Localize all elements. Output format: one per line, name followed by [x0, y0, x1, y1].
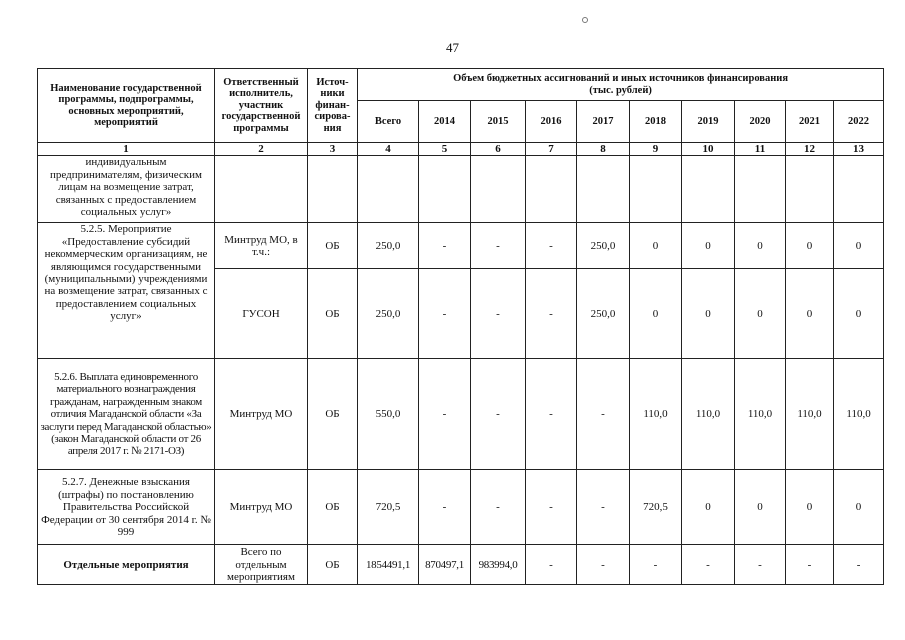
row-source: ОБ: [308, 359, 358, 470]
header-year: 2015: [471, 101, 526, 143]
column-number: 4: [358, 143, 419, 156]
header-funding: [358, 69, 884, 101]
row-value: 110,0: [786, 359, 834, 470]
row-value: -: [630, 545, 682, 585]
row-value: 110,0: [630, 359, 682, 470]
row-executor: Минтруд МО: [215, 470, 308, 545]
row-value: 0: [735, 470, 786, 545]
row-value: 0: [834, 269, 884, 359]
empty-cell: [577, 156, 630, 223]
header-year: 2022: [834, 101, 884, 143]
row-value: 110,0: [834, 359, 884, 470]
row-value: -: [419, 269, 471, 359]
column-number: 2: [215, 143, 308, 156]
table-row: [38, 156, 884, 223]
header-year: 2017: [577, 101, 630, 143]
row-executor: ГУСОН: [215, 269, 308, 359]
row-value: 0: [834, 470, 884, 545]
row-executor: Минтруд МО: [215, 359, 308, 470]
row-name: Отдельные мероприятия: [38, 545, 215, 585]
row-value: 0: [786, 470, 834, 545]
row-value: 110,0: [735, 359, 786, 470]
row-value: -: [735, 545, 786, 585]
column-number: 9: [630, 143, 682, 156]
row-value: -: [577, 359, 630, 470]
header-year: 2018: [630, 101, 682, 143]
empty-cell: [308, 156, 358, 223]
column-number: 10: [682, 143, 735, 156]
row-value: 1854491,1: [358, 545, 419, 585]
row-value: 250,0: [577, 223, 630, 269]
row-value: 720,5: [358, 470, 419, 545]
row-source: ОБ: [308, 470, 358, 545]
row-value: 0: [630, 223, 682, 269]
scan-speck: [582, 17, 588, 23]
column-number-row: [38, 143, 884, 156]
row-value: -: [682, 545, 735, 585]
header-year: 2021: [786, 101, 834, 143]
empty-cell: [735, 156, 786, 223]
row-value: -: [471, 470, 526, 545]
row-value: 0: [735, 269, 786, 359]
row-value: -: [577, 470, 630, 545]
row-value: -: [526, 545, 577, 585]
row-value: 0: [786, 269, 834, 359]
row-value: 0: [682, 470, 735, 545]
header-funding-unit: (тыс. рублей): [589, 84, 652, 96]
empty-cell: [526, 156, 577, 223]
row-value: 0: [735, 223, 786, 269]
row-value: 250,0: [577, 269, 630, 359]
empty-cell: [471, 156, 526, 223]
column-number: 3: [308, 143, 358, 156]
row-value: 0: [682, 269, 735, 359]
row-name: индивидуальным предпринимателям, физическим лицам на возмещение затрат, связанных с предоставлением социальных услуг»: [38, 156, 215, 223]
row-source: ОБ: [308, 269, 358, 359]
header-row-1: [38, 69, 884, 101]
row-value: -: [419, 359, 471, 470]
budget-table: [37, 68, 884, 585]
row-source: ОБ: [308, 223, 358, 269]
header-funding-title: Объем бюджетных ассигнований и иных источников финансирования: [453, 73, 789, 84]
row-value: 870497,1: [419, 545, 471, 585]
row-value: 0: [682, 223, 735, 269]
header-year: Всего: [358, 101, 419, 143]
row-value: -: [471, 359, 526, 470]
table-row: [38, 223, 884, 269]
row-executor: Минтруд МО, в т.ч.:: [215, 223, 308, 269]
column-number: 6: [471, 143, 526, 156]
header-executor: Ответственный исполнитель, участник государственной программы: [215, 69, 308, 143]
column-number: 12: [786, 143, 834, 156]
row-source: ОБ: [308, 545, 358, 585]
empty-cell: [786, 156, 834, 223]
row-value: -: [526, 223, 577, 269]
header-year: 2020: [735, 101, 786, 143]
empty-cell: [419, 156, 471, 223]
row-value: -: [526, 470, 577, 545]
row-value: -: [526, 269, 577, 359]
column-number: 11: [735, 143, 786, 156]
table-row: [38, 470, 884, 545]
row-value: 550,0: [358, 359, 419, 470]
header-year: 2019: [682, 101, 735, 143]
empty-cell: [358, 156, 419, 223]
header-name: Наименование государственной программы, подпрограммы, основных мероприятий, мероприятий: [38, 69, 215, 143]
column-number: 13: [834, 143, 884, 156]
row-value: 110,0: [682, 359, 735, 470]
table-row: [38, 545, 884, 585]
row-value: 0: [834, 223, 884, 269]
row-value: 250,0: [358, 223, 419, 269]
empty-cell: [215, 156, 308, 223]
row-value: -: [419, 223, 471, 269]
row-value: -: [471, 223, 526, 269]
row-value: 250,0: [358, 269, 419, 359]
header-year: 2014: [419, 101, 471, 143]
row-value: 0: [786, 223, 834, 269]
row-value: -: [419, 470, 471, 545]
row-name: 5.2.7. Денежные взыскания (штрафы) по постановлению Правительства Российской Федерации от 30 сентября 2014 г. № 999: [38, 470, 215, 545]
header-sources: Источ-ники финан-сирова-ния: [308, 69, 358, 143]
empty-cell: [630, 156, 682, 223]
row-value: 720,5: [630, 470, 682, 545]
row-value: -: [786, 545, 834, 585]
empty-cell: [834, 156, 884, 223]
row-name: 5.2.5. Мероприятие «Предоставление субсидий некоммерческим организациям, не являющимся государственными (муниципальными) учреждениями на возмещение затрат, связанных с предоставлением социальных услуг»: [38, 223, 215, 359]
row-executor: Всего по отдельным мероприятиям: [215, 545, 308, 585]
row-value: -: [577, 545, 630, 585]
row-value: -: [471, 269, 526, 359]
column-number: 1: [38, 143, 215, 156]
page-number: 47: [446, 40, 459, 55]
column-number: 7: [526, 143, 577, 156]
row-value: -: [526, 359, 577, 470]
row-value: 983994,0: [471, 545, 526, 585]
column-number: 8: [577, 143, 630, 156]
column-number: 5: [419, 143, 471, 156]
row-value: -: [834, 545, 884, 585]
row-name: 5.2.6. Выплата единовременного материального вознаграждения гражданам, награжденным знаком отличия Магаданской области «За заслуги перед Магаданской областью» (закон Магаданской области от 26 апреля 2017 г. № 2171-ОЗ): [38, 359, 215, 470]
table-row: [38, 359, 884, 470]
row-value: 0: [630, 269, 682, 359]
empty-cell: [682, 156, 735, 223]
header-year: 2016: [526, 101, 577, 143]
